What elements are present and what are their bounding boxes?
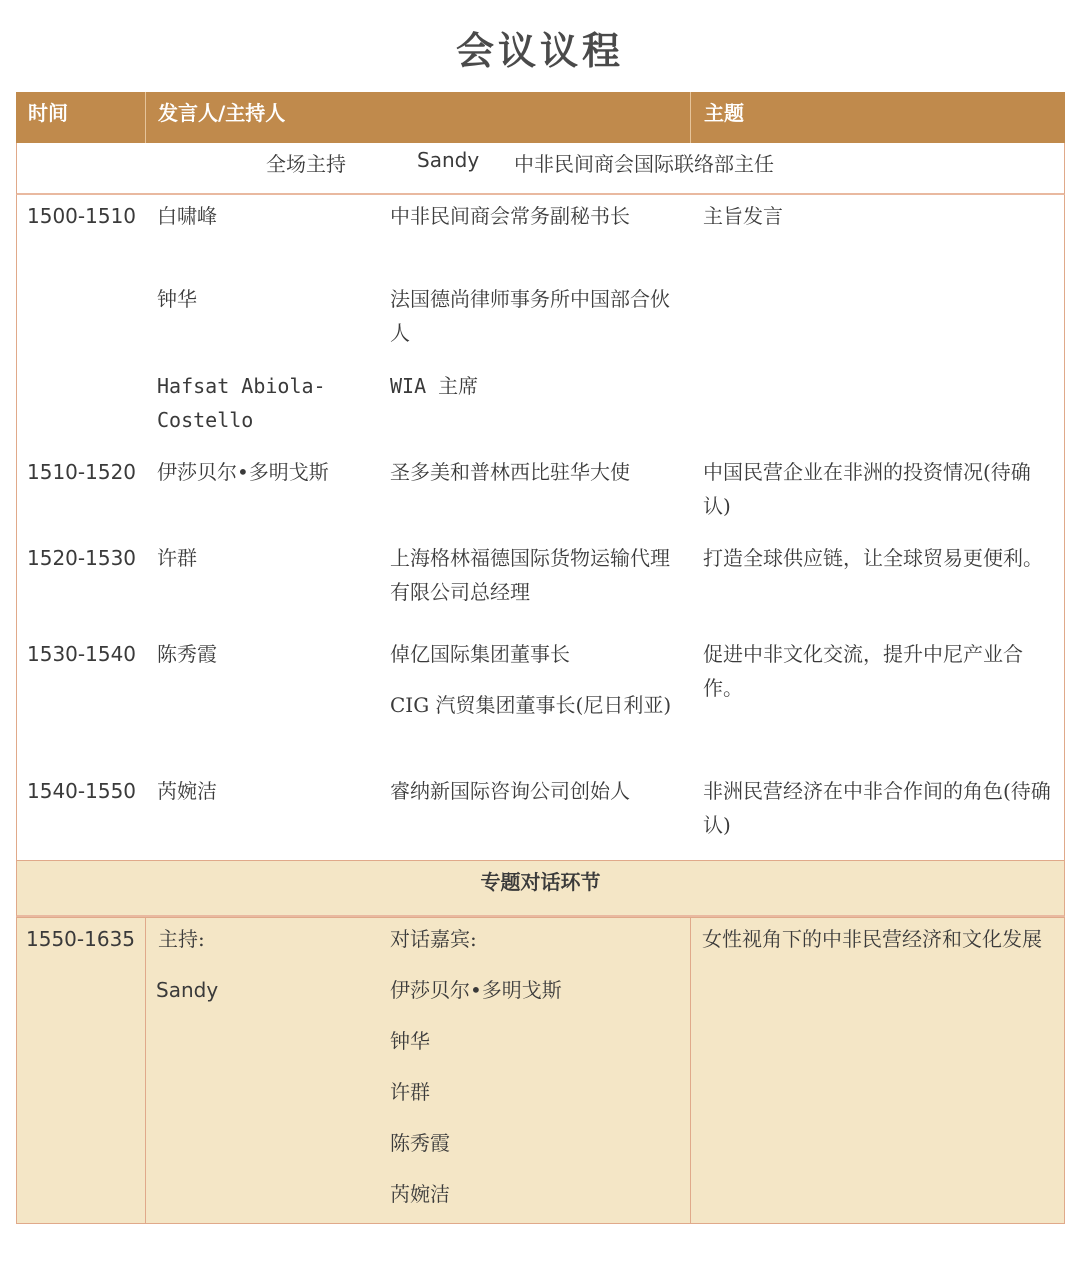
header-topic: 主题 (704, 101, 744, 125)
dialogue-section-title: 专题对话环节 (16, 860, 1065, 917)
speaker-name: 陈秀霞 (157, 642, 217, 666)
speaker-name: Hafsat Abiola-Costello (157, 374, 326, 432)
header-speaker: 发言人/主持人 (158, 101, 286, 125)
header-time: 时间 (28, 101, 68, 125)
dialogue-topic: 女性视角下的中非民营经济和文化发展 (702, 927, 1042, 951)
header-divider (145, 92, 146, 143)
dialogue-time: 1550-1635 (26, 927, 136, 951)
session-topic: 促进中非文化交流，提升中尼产业合作。 (703, 642, 1023, 700)
host-name: Sandy (417, 148, 480, 172)
speaker-name: 芮婉洁 (157, 779, 217, 803)
speaker-title-secondary: CIG 汽贸集团董事长(尼日利亚) (390, 693, 672, 717)
speaker-title: 睿纳新国际咨询公司创始人 (390, 779, 630, 803)
host-role: 中非民间商会国际联络部主任 (514, 152, 774, 176)
speaker-name: 伊莎贝尔•多明戈斯 (157, 460, 329, 484)
session-topic: 非洲民营经济在中非合作间的角色(待确认) (703, 779, 1051, 837)
host-label: 全场主持 (266, 152, 346, 176)
header-divider (690, 92, 691, 143)
guest-name: 伊莎贝尔•多明戈斯 (390, 978, 562, 1002)
speaker-title: 圣多美和普林西比驻华大使 (390, 460, 630, 484)
session-topic: 中国民营企业在非洲的投资情况(待确认) (703, 460, 1031, 518)
speaker-name: 白啸峰 (157, 204, 217, 228)
dialogue-guests-label: 对话嘉宾: (390, 927, 477, 951)
session-topic: 主旨发言 (703, 204, 783, 228)
dialogue-host-label: 主持: (158, 927, 205, 951)
session-time: 1530-1540 (27, 642, 137, 666)
host-row (16, 143, 1065, 195)
dialogue-row (16, 917, 1065, 1224)
session-topic: 打造全球供应链，让全球贸易更便利。 (703, 546, 1043, 570)
guest-name: 陈秀霞 (390, 1131, 450, 1155)
page-title: 会议议程 (455, 28, 624, 73)
speaker-title: WIA 主席 (390, 374, 479, 398)
speaker-name: 钟华 (157, 287, 197, 311)
speaker-title: 上海格林福德国际货物运输代理有限公司总经理 (390, 546, 670, 604)
guest-name: 芮婉洁 (390, 1182, 450, 1206)
session-time: 1520-1530 (27, 546, 137, 570)
column-divider (145, 918, 146, 1223)
speaker-title: 法国德尚律师事务所中国部合伙人 (390, 287, 670, 345)
session-time: 1500-1510 (27, 204, 137, 228)
dialogue-host-name: Sandy (156, 978, 219, 1002)
table-header (16, 92, 1065, 143)
speaker-title: 倬亿国际集团董事长 (390, 642, 570, 666)
guest-name: 许群 (390, 1080, 430, 1104)
guest-name: 钟华 (390, 1029, 430, 1053)
session-time: 1540-1550 (27, 779, 137, 803)
speaker-title: 中非民间商会常务副秘书长 (390, 204, 630, 228)
session-time: 1510-1520 (27, 460, 137, 484)
column-divider (690, 918, 691, 1223)
speaker-name: 许群 (157, 546, 197, 570)
sessions-body (16, 195, 1065, 860)
